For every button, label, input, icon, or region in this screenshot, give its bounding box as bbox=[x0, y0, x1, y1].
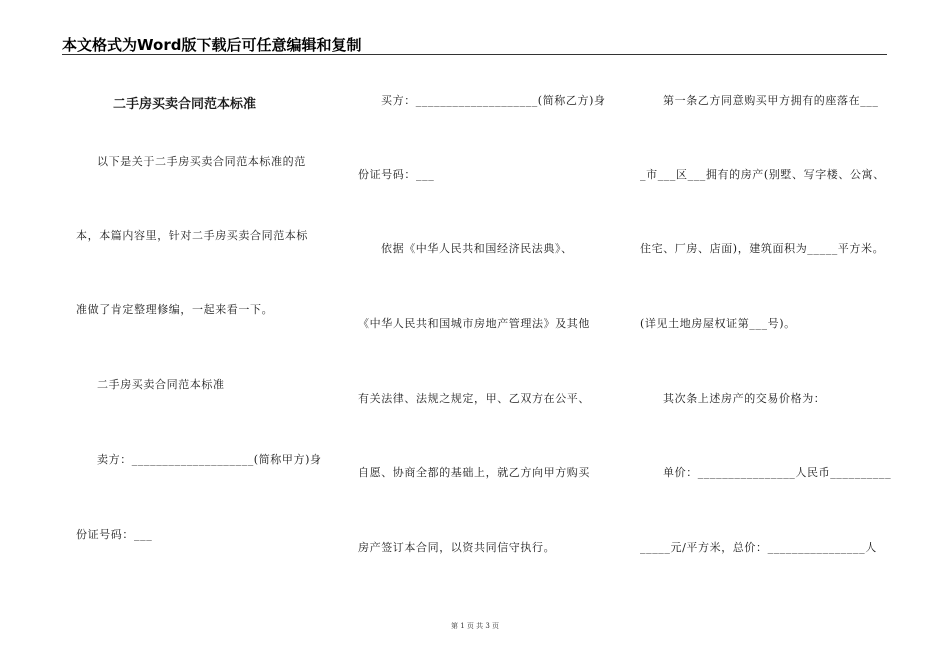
col2-line-1: 买方：____________________(简称乙方)身 bbox=[381, 94, 606, 107]
document-title: 二手房买卖合同范本标准 bbox=[113, 97, 257, 112]
col3-line-4: (详见土地房屋权证第___号)。 bbox=[640, 317, 796, 330]
col1-line-1: 以下是关于二手房买卖合同范本标准的范 bbox=[97, 155, 306, 168]
col1-line-6: 份证号码：___ bbox=[76, 528, 153, 541]
col2-line-5: 有关法律、法规之规定，甲、乙双方在公平、 bbox=[358, 392, 590, 405]
col3-line-6: 单价：________________人民币__________ bbox=[663, 466, 892, 479]
col3-line-3: 住宅、厂房、店面)，建筑面积为_____平方米。 bbox=[640, 242, 885, 255]
col3-line-7: _____元/平方米，总价：________________人 bbox=[640, 541, 877, 554]
col2-line-7: 房产签订本合同，以资共同信守执行。 bbox=[358, 541, 556, 554]
col3-line-1: 第一条乙方同意购买甲方拥有的座落在___ bbox=[663, 94, 879, 107]
col2-line-3: 依据《中华人民共和国经济民法典》、 bbox=[381, 242, 573, 255]
header-divider bbox=[62, 54, 887, 55]
page-number: 第 1 页 共 3 页 bbox=[450, 622, 500, 630]
document-header: 本文格式为Word版下载后可任意编辑和复制 bbox=[62, 36, 362, 54]
col2-line-2: 份证号码：___ bbox=[358, 168, 435, 181]
col1-line-3: 准做了肯定整理修编，一起来看一下。 bbox=[76, 303, 274, 316]
col3-line-5: 其次条上述房产的交易价格为： bbox=[663, 392, 826, 405]
col3-line-2: _市___区___拥有的房产(别墅、写字楼、公寓、 bbox=[640, 168, 885, 181]
col1-line-2: 本，本篇内容里，针对二手房买卖合同范本标 bbox=[76, 229, 308, 242]
col2-line-6: 自愿、协商全都的基础上，就乙方向甲方购买 bbox=[358, 466, 590, 479]
col2-line-4: 《中华人民共和国城市房地产管理法》及其他 bbox=[358, 317, 590, 330]
col1-line-4: 二手房买卖合同范本标准 bbox=[97, 378, 225, 391]
col1-line-5: 卖方：____________________(简称甲方)身 bbox=[97, 453, 322, 466]
